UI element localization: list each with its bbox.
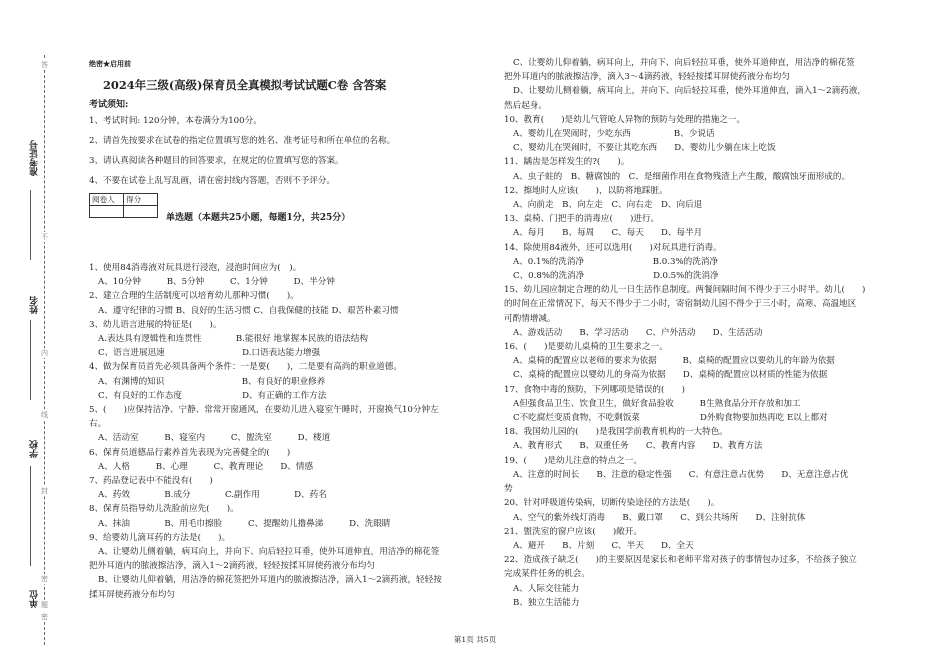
question-line: A、0.1%的洗消净 B.0.3%的洗消净 [513, 256, 719, 267]
question-line: 4、做为保育员首先必须具备两个条件：一是要( )，二是要有高尚的职业道德。 [89, 362, 402, 373]
question-line: 11、龋齿是怎样发生的?( )。 [504, 157, 630, 168]
question-line: C、0.8%的洗消净 D.0.5%的洗消净 [513, 271, 719, 282]
right-column [504, 56, 924, 610]
question-line: D、让婴幼儿侧着躺，病耳向上，并向下、向后轻拉耳垂，使外耳道伸直，滴入1～2滴药液， [513, 86, 866, 97]
notice-item: 3、请认真阅读各种题目的回答要求，在规定的位置填写您的答案。 [89, 156, 344, 166]
question-line: A、10分钟 B、5分钟 C、1分钟 D、半分钟 [98, 277, 335, 288]
exam-id-label: 准考证号 [30, 140, 40, 176]
question-line: 12、擦地时人应该( )，以防将地踩脏。 [504, 185, 668, 196]
question-line: C、语言进展迅速 D.口语表达能力增强 [98, 348, 321, 359]
question-line: 2、建立合理的生活制度可以培育幼儿那种习惯( )。 [89, 291, 299, 302]
page-footer: 第1页 共5页 [453, 635, 497, 644]
score-cell [124, 206, 158, 218]
question-line: 1、使用84消毒液对玩具进行浸泡，浸泡时间应为( )。 [89, 263, 302, 273]
question-line: 13、桌椅、门把手的消毒应( )进行。 [504, 214, 660, 225]
name-label: 姓名 [30, 296, 40, 314]
question-line: A、人际交往能力 [513, 583, 580, 594]
question-line: 把外耳道内的脓液擦洁净，滴入3～4滴药液，轻轻按揉耳屏使药液分布均匀 [504, 72, 790, 83]
question-line: 5、( )应保持洁净、宁静、常常开窗通风，在要幼儿进入寝室午睡时，开窗换气10分钟左 [89, 405, 439, 416]
question-line: A.表达具有逻辑性和连贯性 B.能很好 地掌握本民族的语法结构 [98, 334, 368, 345]
question-line: 揉耳屏使药液分布均匀 [89, 589, 175, 600]
question-line: A、药效 B.成分 C.副作用 D、药名 [98, 490, 327, 501]
question-line: 14、除使用84液外，还可以选用( )对玩具进行消毒。 [504, 242, 722, 253]
question-line: A、婴幼儿在哭闹时，少吃东西 B、少说话 [513, 129, 715, 140]
question-line: A、遵守纪律的习惯 B、良好的生活习惯 C、自我保健的技能 D、艰苦朴素习惯 [98, 305, 399, 316]
notice-title: 考试须知: [89, 100, 129, 110]
question-line: 3、幼儿语言进展的特征是( )。 [89, 319, 222, 330]
score-box [89, 193, 158, 218]
notice-item: 1、考试时间: 120分钟，本卷满分为100分。 [89, 116, 262, 126]
question-line: C不吃腐烂变质食物，不吃剩饭菜 D外购食物要加热再吃 E以上都对 [513, 413, 828, 424]
page-title: 2024年三级(高级)保育员全真模拟考试试题C卷 含答案 [103, 78, 387, 92]
confidential-mark: 绝密★启用前 [89, 59, 131, 68]
question-line: A、有渊博的知识 B、有良好的职业修养 [98, 376, 326, 387]
question-line: A、空气的紫外线灯消毒 B、戴口罩 C、到公共场所 D、注射抗体 [513, 512, 806, 523]
question-line: A、活动室 B、寝室内 C、盥洗室 D、楼道 [98, 433, 331, 444]
question-line: 16、( )是要幼儿桌椅的卫生要求之一。 [504, 342, 668, 353]
section-title: 单选题（本题共25小题，每题1分，共25分） [166, 213, 351, 223]
reviewer-cell [90, 206, 124, 218]
question-line: 15、幼儿园应制定合理的幼儿一日生活作息制度。两餐间隔时间不得少于三小时半。幼儿( ) [504, 285, 866, 296]
seal-dot: 密 [41, 613, 48, 621]
question-line: 然后起身。 [504, 100, 547, 111]
question-line: A、注意的时间长 B、注意的稳定性强 C、有意注意占优势 D、无意注意占优 [513, 469, 849, 480]
question-line: 的时间在正常情况下，每天不得少于二小时，寄宿制幼儿园不得少于三小时，高寒、高温地区 [504, 299, 857, 310]
left-column [89, 261, 489, 602]
question-line: A但强食品卫生、饮食卫生，做好食品验收 B生熟食品分开存放和加工 [513, 398, 801, 409]
question-line: 9、给婴幼儿滴耳药的方法是( )。 [89, 532, 231, 543]
question-line: 22、造成孩子缺乏( )的主要原因是家长和老师平常对孩子的事情包办过多，不给孩子独立 [504, 555, 857, 566]
question-line: 6、保育员道德品行素养首先表现为完善健全的( ) [89, 447, 291, 458]
question-line: A、游戏活动 B、学习活动 C、户外活动 D、生活活动 [513, 327, 763, 338]
school-field [30, 466, 31, 566]
question-line: A、让婴幼儿侧着躺，病耳向上，并向下、向后轻拉耳垂，使外耳道伸直，用洁净的棉花签 [98, 547, 440, 558]
question-line: A、教育形式 B、双重任务 C、教育内容 D、教育方法 [513, 441, 763, 452]
question-line: 18、我国幼儿园的( )是我国学前教育机构的一大特色。 [504, 427, 728, 438]
question-line: 可酌情增减。 [504, 313, 556, 324]
question-line: B、让婴幼儿仰着躺，用洁净的棉花签把外耳道内的脓液擦洁净，滴入1～2滴药液，轻轻按 [98, 575, 442, 586]
question-line: A、避开 B、片刻 C、半天 D、全天 [513, 540, 694, 551]
question-line: C、让婴幼儿仰着躺，病耳向上，并向下、向后轻拉耳垂，使外耳道伸直，用洁净的棉花签 [513, 58, 855, 68]
question-line: 19、( )是幼儿注意的特点之一。 [504, 455, 642, 466]
school-label: 学校 [30, 440, 40, 458]
score-label: 得分 [124, 194, 158, 206]
exam-id-field [30, 190, 31, 260]
seal-dot: 不 [41, 233, 48, 241]
question-line: 右。 [89, 419, 107, 430]
question-line: 8、保育员指导幼儿洗脸前应先( )。 [89, 504, 239, 515]
question-line: 10、教育( )是幼儿气管呛人异物的预防与处理的措施之一。 [504, 114, 746, 125]
question-line: A、虫子蛀的 B、糖腐蚀的 C、是细菌作用在食物残渣上产生酸，酸腐蚀牙面形成的。 [513, 171, 851, 182]
reviewer-label: 阅卷人 [90, 194, 124, 206]
question-line: C、有良好的工作态度 D、有正确的工作方法 [98, 390, 327, 401]
question-line: 势 [504, 484, 513, 495]
question-line: 17、食物中毒的预防，下列哪项是错误的( ) [504, 384, 685, 395]
seal-dot: 内 [41, 349, 48, 357]
question-line: A、向前走 B、向左走 C、向右走 D、向后退 [513, 200, 703, 211]
question-line: 7、药品登记表中不能没有( ) [89, 476, 213, 487]
question-line: A、每月 B、每周 C、每天 D、每半月 [513, 228, 703, 239]
question-line: A、桌椅的配置应以老师的要求为依据 B、桌椅的配置应以要幼儿的年龄为依据 [513, 356, 835, 367]
question-line: 21、盥洗室的窗户应该( )敞开。 [504, 526, 642, 537]
seal-dot: 封 [41, 487, 48, 495]
seal-dot: 线 [41, 411, 48, 419]
question-line: 把外耳道内的脓液擦洁净，滴入1～2滴药液，轻轻按揉耳屏使药液分布均匀 [89, 561, 375, 572]
question-line: 完成某件任务的机会。 [504, 569, 590, 580]
notice-item: 4、不要在试卷上乱写乱画，请在密封线内答题，否则不予评分。 [89, 176, 336, 186]
question-line: B、独立生活能力 [513, 597, 580, 608]
question-line: C、婴幼儿在哭闹时，不要让其吃东西 D、婴幼儿少躺在床上吃饭 [513, 143, 776, 154]
question-line: 20、针对呼吸道传染病，切断传染途径的方法是( )。 [504, 498, 720, 509]
seal-dot: 题 [41, 601, 48, 609]
question-line: A、人格 B、心理 C、教育理论 D、情感 [98, 461, 314, 472]
question-line: C、桌椅的配置应以婴幼儿的身高为依据 D、桌椅的配置应以材质的性能为依据 [513, 370, 828, 381]
seal-dot: 答 [41, 61, 48, 69]
seal-dot: 密 [41, 575, 48, 583]
notice-item: 2、请首先按要求在试卷的指定位置填写您的姓名、准考证号和所在单位的名称。 [89, 136, 396, 146]
unit-label: 单位 [30, 590, 40, 608]
binding-gutter [0, 0, 70, 671]
name-field [30, 320, 31, 400]
question-line: A、抹油 B、用毛巾擦脸 C、提醒幼儿撸鼻涕 D、洗眼睛 [98, 518, 391, 529]
